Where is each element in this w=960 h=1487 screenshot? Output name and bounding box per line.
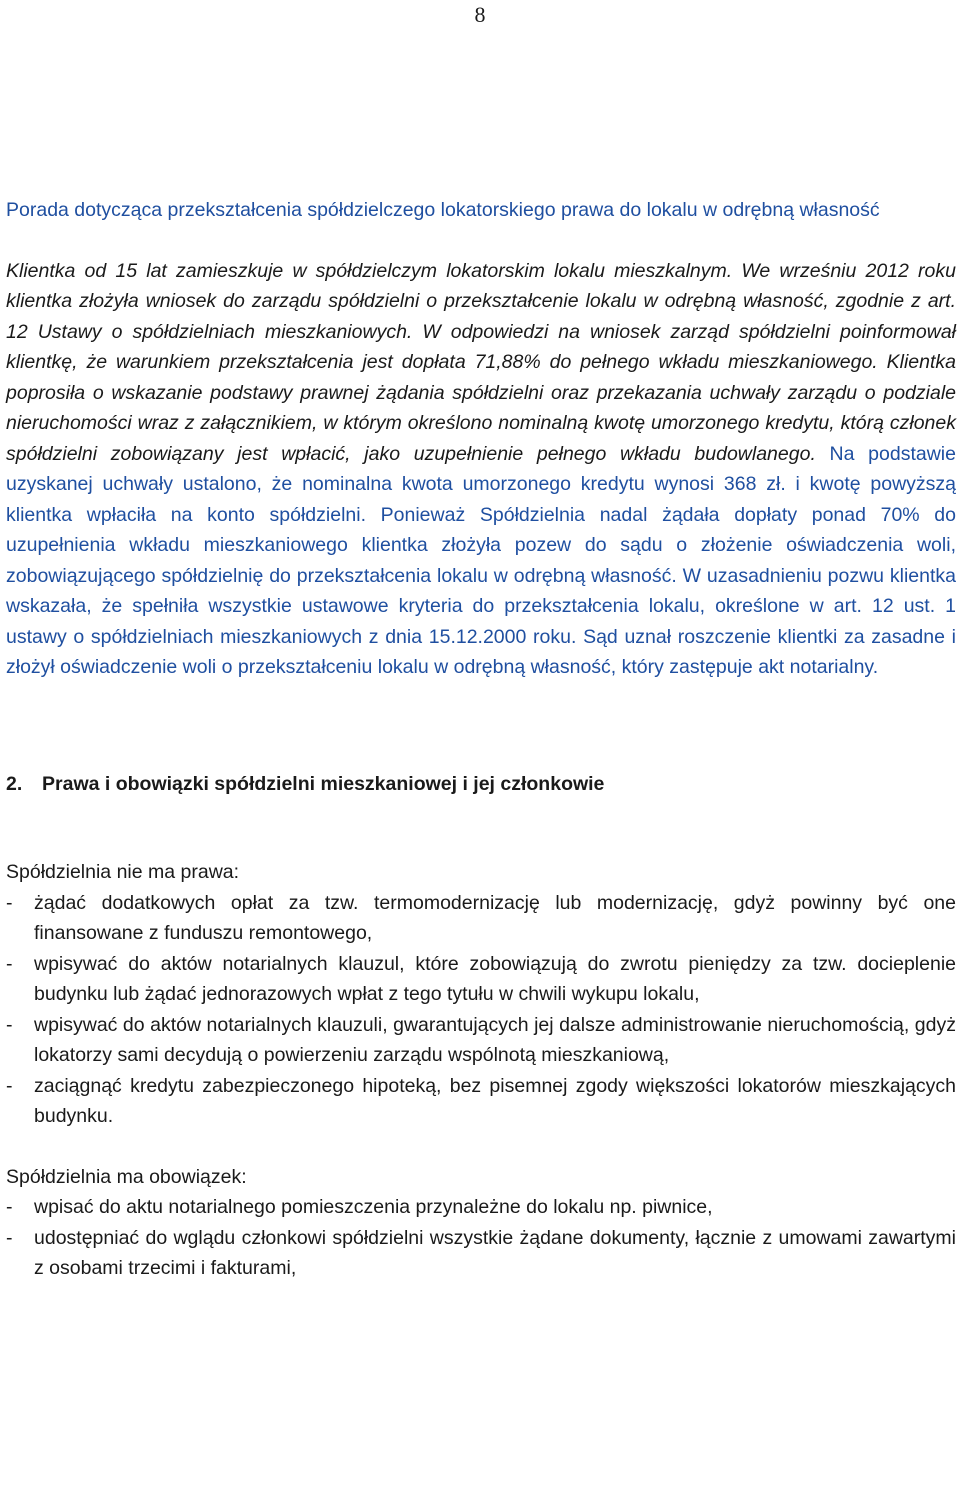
obligations-heading: Spółdzielnia ma obowiązek: <box>6 1165 247 1188</box>
list-item-text: udostępniać do wglądu członkowi spółdzielni wszystkie żądane dokumenty, łącznie z umowami zawartymi z osobami trzecimi i fakturami, <box>34 1226 956 1279</box>
dash-marker: - <box>6 891 13 914</box>
section-heading <box>6 769 956 800</box>
document-body <box>6 195 956 1284</box>
dash-marker: - <box>6 1013 13 1036</box>
list-item <box>6 888 956 949</box>
list-item-text: zaciągnąć kredytu zabezpieczonego hipoteką, bez pisemnej zgody większości lokatorów mieszkających budynku. <box>34 1074 956 1127</box>
dash-marker: - <box>6 1074 13 1097</box>
section-number: 2. <box>6 772 23 795</box>
dash-marker: - <box>6 1196 13 1218</box>
list-item-text: wpisywać do aktów notarialnych klauzul, które zobowiązują do zwrotu pieniędzy za tzw. docieplenie budynku lub żądać jednorazowych wpłat z tego tytułu w chwili wykupu lokalu, <box>34 952 956 1005</box>
list-item <box>6 1010 956 1071</box>
advice-paragraph-italic: Klientka od 15 lat zamieszkuje w spółdzielczym lokatorskim lokalu mieszkalnym. We wrześniu 2012 roku klientka złożyła wniosek do zarządu spółdzielni o przekształcenie lokalu w odrębną własność, zgodnie z art. 12 Ustawy o spółdzielniach mieszkaniowych. W odpowiedzi na wniosek zarząd spółdzielni poinformował klientkę, że warunkiem przekształcenia jest dopłata 71,88% do pełnego wkładu mieszkaniowego. Klientka poprosiła o wskazanie podstawy prawnej żądania spółdzielni oraz przekazania uchwały zarządu o podziale nieruchomości wraz z załącznikiem, w którym określono nominalną kwotę umorzonego kredytu, którą członek spółdzielni zobowiązany jest wpłacić, jako uzupełnienie pełnego wkładu budowlanego. <box>6 259 956 465</box>
section-title: Prawa i obowiązki spółdzielni mieszkaniowej i jej członkowie <box>42 772 605 795</box>
no-rights-heading: Spółdzielnia nie ma prawa: <box>6 861 240 883</box>
list-item-text: żądać dodatkowych opłat za tzw. termomodernizację lub modernizację, gdyż powinny być one finansowane z funduszu remontowego, <box>34 891 956 944</box>
advice-paragraph <box>6 256 956 683</box>
advice-paragraph-plain: Na podstawie uzyskanej uchwały ustalono, że nominalna kwota umorzonego kredytu wynosi 368 zł. i kwotę powyższą klientka wpłaciła na konto spółdzielni. Ponieważ Spółdzielnia nadal żądała dopłaty ponad 70% do uzupełnienia wkładu mieszkaniowego klientka złożyła pozew do sądu o złożenie oświadczenia woli, zobowiązującego spółdzielnię do przekształcenia lokalu w odrębną własność. W uzasadnieniu pozwu klientka wskazała, że spełniła wszystkie ustawowe kryteria do przekształcenia lokalu, określone w art. 12 ust. 1 ustawy o spółdzielniach mieszkaniowych z dnia 15.12.2000 roku. Sąd uznał roszczenie klientki za zasadne i złożył oświadczenie woli o przekształceniu lokalu w odrębną własność, który zastępuje akt notarialny. <box>6 442 956 678</box>
dash-marker: - <box>6 952 13 975</box>
advice-title: Porada dotycząca przekształcenia spółdzielczego lokatorskiego prawa do lokalu w odrębną własność <box>6 199 880 221</box>
obligations-list <box>6 1192 956 1284</box>
page-number: 8 <box>474 2 486 27</box>
list-item-text: wpisywać do aktów notarialnych klauzuli, gwarantujących jej dalsze administrowanie nieruchomością, gdyż lokatorzy sami decydują o powierzeniu zarządu wspólnotą mieszkaniową, <box>34 1013 956 1066</box>
list-item <box>6 1192 956 1223</box>
list-item <box>6 1071 956 1132</box>
list-item <box>6 1223 956 1284</box>
no-rights-list <box>6 888 956 1132</box>
list-item-text: wpisać do aktu notarialnego pomieszczenia przynależne do lokalu np. piwnice, <box>34 1196 713 1218</box>
list-item <box>6 949 956 1010</box>
dash-marker: - <box>6 1226 13 1249</box>
